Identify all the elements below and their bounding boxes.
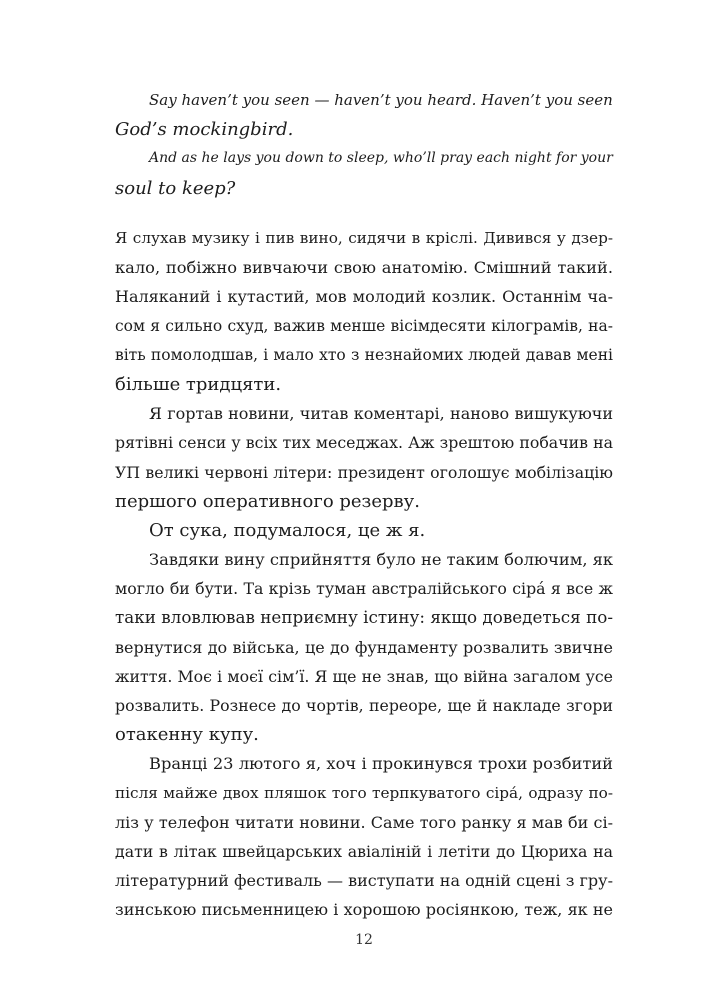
text-line: отакенну купу. xyxy=(115,724,259,746)
text-line: могло би бути. Та крізь туман австралійського сіра́ я все ж xyxy=(115,579,613,599)
epigraph-line: And as he lays you down to sleep, who’ll pray each night for your xyxy=(149,150,613,167)
text-line: сом я сильно схуд, важив менше вісімдесяти кілограмів, на- xyxy=(115,316,613,335)
text-line: зинською письменницею і хорошою росіянкою, теж, як не xyxy=(115,900,613,920)
epigraph-line: soul to keep? xyxy=(115,177,236,199)
text-line: ліз у телефон читати новини. Саме того ранку я мав би сі- xyxy=(115,812,613,832)
text-line: вернутися до війська, це до фундаменту розвалить звичне xyxy=(115,637,613,657)
text-line: Я слухав музику і пив вино, сидячи в кріслі. Дивився у дзер- xyxy=(115,229,613,247)
epigraph-line: God’s mockingbird. xyxy=(115,119,294,141)
text-line: літературний фестиваль — виступати на одній сцені з гру- xyxy=(115,871,613,891)
text-line: дати в літак швейцарських авіаліній і летіти до Цюриха на xyxy=(115,841,613,861)
text-line: Вранці 23 лютого я, хоч і прокинувся трохи розбитий xyxy=(149,754,613,774)
text-line: таки вловлював неприємну істину: якщо доведеться по- xyxy=(115,607,613,628)
text-line: кало, побіжно вивчаючи свою анатомію. Смішний такий. xyxy=(115,258,613,278)
text-line: першого оперативного резерву. xyxy=(115,490,420,512)
epigraph-line: Say haven’t you seen — haven’t you heard. Haven’t you seen xyxy=(149,91,613,109)
text-line: більше тридцяти. xyxy=(115,373,282,395)
text-line: розвалить. Рознесе до чортів, переоре, ще й накладе згори xyxy=(115,696,613,715)
text-line: УП великі червоні літери: президент оголошує мобілізацію xyxy=(115,462,613,482)
text-line: життя. Моє і моєї сім’ї. Я ще не знав, що війна загалом усе xyxy=(115,666,613,686)
text-line: Наляканий і кутастий, мов молодий козлик. Останнім ча- xyxy=(115,287,613,307)
text-line: Завдяки вину сприйняття було не таким болючим, як xyxy=(149,550,614,570)
text-line: рятівні сенси у всіх тих меседжах. Аж зрештою побачив на xyxy=(115,433,613,453)
text-line: після майже двох пляшок того терпкуватого сіра́, одразу по- xyxy=(115,783,613,802)
text-line: От сука, подумалося, це ж я. xyxy=(149,519,426,541)
body-text xyxy=(115,224,613,925)
text-line: Я гортав новини, читав коментарі, наново вишукуючи xyxy=(149,404,613,424)
page-number: 12 xyxy=(355,932,373,948)
text-line: віть помолодшав, і мало хто з незнайомих людей давав мені xyxy=(115,345,613,364)
epigraph xyxy=(115,86,613,203)
